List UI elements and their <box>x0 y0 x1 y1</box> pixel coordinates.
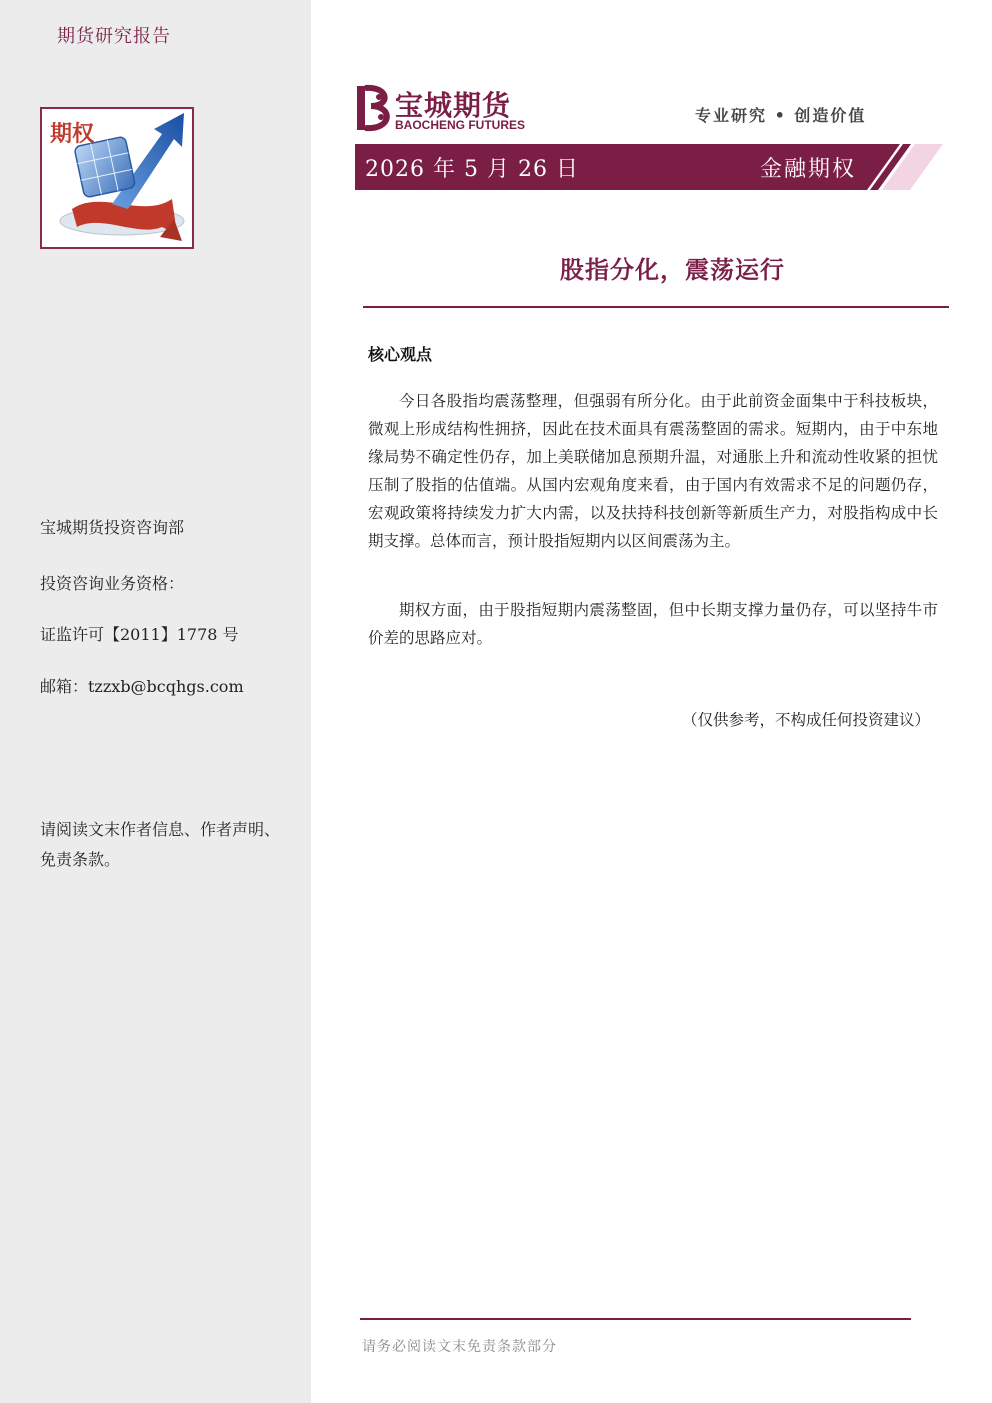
read-disclaimer-note: 请阅读文末作者信息、作者声明、免责条款。 <box>40 820 281 869</box>
date-banner <box>355 144 943 190</box>
logo-chinese-name: 宝城期货 <box>395 89 512 122</box>
footer-note: 请务必阅读文末免责条款部分 <box>362 1339 557 1355</box>
logo-english-name: BAOCHENG FUTURES <box>395 118 526 132</box>
company-slogan: 专业研究 • 创造价值 <box>695 106 867 125</box>
paragraph-2: 期权方面，由于股指短期内震荡整固，但中长期支撑力量仍存，可以坚持牛市价差的思路应对。 <box>368 601 938 647</box>
options-cover-image <box>40 107 194 249</box>
article-title: 股指分化，震荡运行 <box>560 256 785 284</box>
contact-email: 邮箱：tzzxb@bcqhgs.com <box>40 677 244 696</box>
company-logo <box>355 84 525 134</box>
license-number: 证监许可【2011】1778 号 <box>40 625 239 644</box>
title-divider <box>363 306 949 308</box>
report-date: 2026 年 5 月 26 日 <box>365 157 579 182</box>
report-category: 金融期权 <box>760 157 857 182</box>
section-heading: 核心观点 <box>368 345 433 364</box>
company-logo-icon <box>355 84 393 132</box>
department-name: 宝城期货投资咨询部 <box>40 518 185 537</box>
report-type-label: 期货研究报告 <box>57 26 171 47</box>
paragraph-1: 今日各股指均震荡整理，但强弱有所分化。由于此前资金面集中于科技板块，微观上形成结构性拥挤，因此在技术面具有震荡整固的需求。短期内，由于中东地缘局势不确定性仍存，加上美联储加息预期升温，对通胀上升和流动性收紧的担忧压制了股指的估值端。从国内宏观角度来看，由于国内有效需求不足的问题仍存，宏观政策将持续发力扩大内需，以及扶持科技创新等新质生产力，对股指构成中长期支撑。总体而言，预计股指短期内以区间震荡为主。 <box>368 392 938 550</box>
footer-divider <box>360 1318 911 1320</box>
sidebar <box>0 0 311 1403</box>
reference-disclaimer: （仅供参考，不构成任何投资建议） <box>681 711 930 729</box>
qualification-label: 投资咨询业务资格： <box>40 574 185 593</box>
image-label: 期权 <box>50 122 95 147</box>
